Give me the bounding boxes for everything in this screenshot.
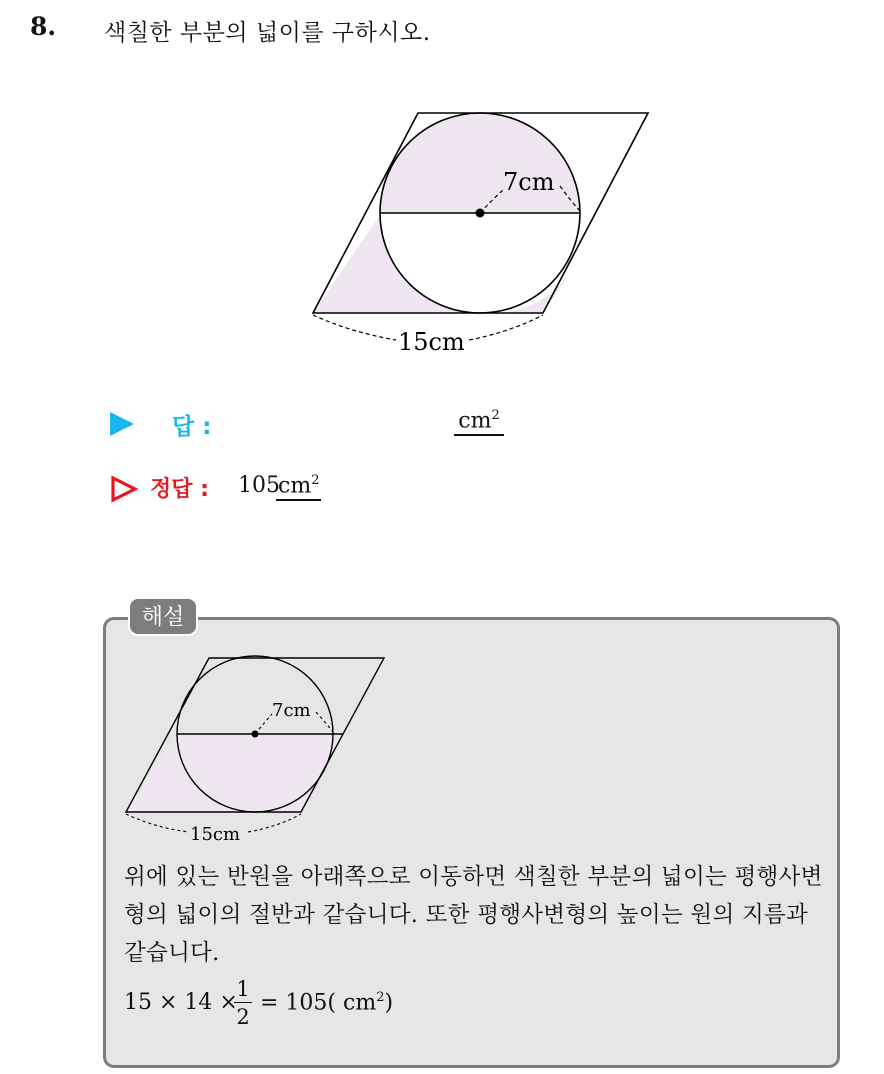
radius-label: 7cm [272,700,311,721]
formula-rhs-text: = 105( cm [260,990,377,1016]
answer-unit: cm [458,408,492,434]
formula-lhs: 15 × 14 × [124,990,238,1015]
base-label: 15cm [398,328,465,356]
correct-unit-exp: 2 [311,473,320,488]
base-dashed-left [126,814,189,832]
formula [124,976,524,1036]
fraction-denominator: 2 [236,1005,250,1029]
formula-exp: 2 [376,990,385,1005]
radius-dashed-line [255,714,272,734]
base-label: 15cm [190,824,241,845]
correct-label: 정답 : [150,477,209,502]
question-number: 8. [30,12,57,41]
explanation-text: 위에 있는 반원을 아래쪽으로 이동하면 색칠한 부분의 넓이는 평행사변형의 넓이의 절반과 같습니다. 또한 평행사변형의 높이는 원의 지름과 같습니다. [124,864,823,966]
radius-label: 7cm [503,168,555,196]
correct-value: 105 [238,473,280,498]
fraction-numerator: 1 [236,977,250,1001]
base-dashed-right [248,814,301,832]
solution-tab: 해설 [128,597,198,636]
question-text: 색칠한 부분의 넓이를 구하시오. [104,20,431,46]
answer-label: 답 : [172,414,212,440]
correct-unit-text: cm [278,473,312,499]
answer-unit-exp: 2 [491,408,500,423]
fraction [234,976,252,1031]
formula-close: ) [384,990,394,1016]
formula-rhs [260,990,393,1015]
